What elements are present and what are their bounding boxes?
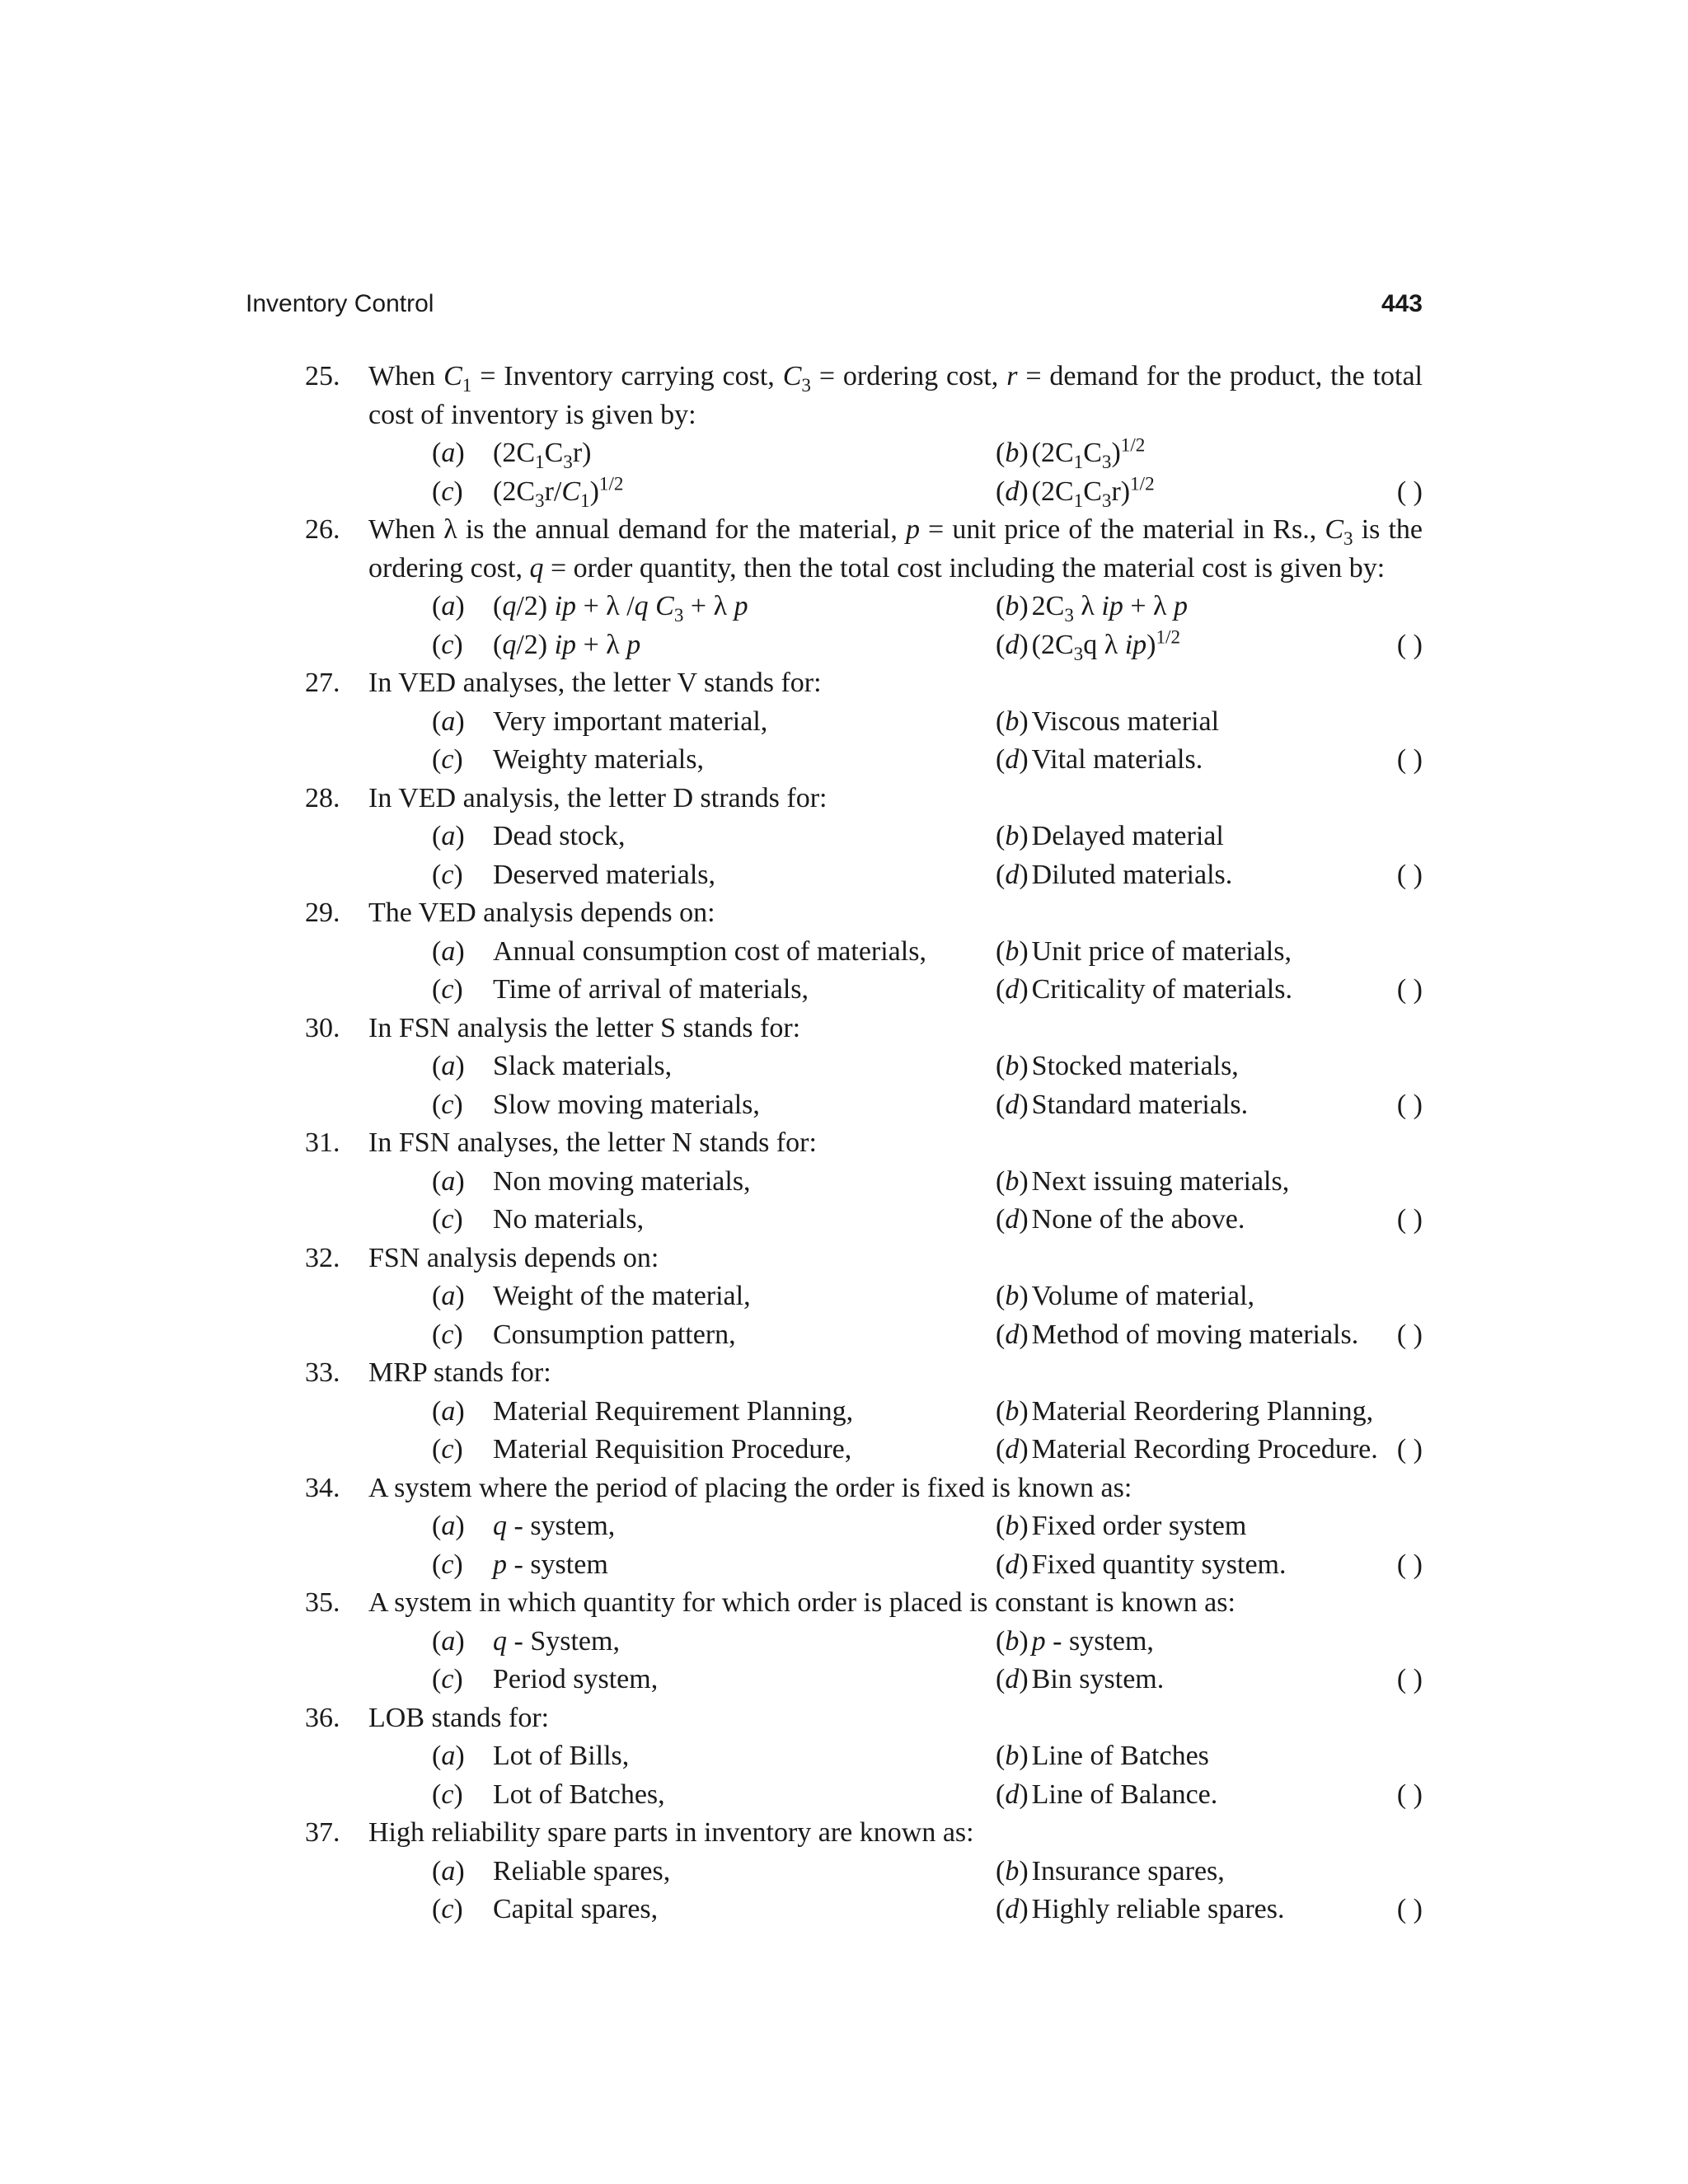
option-label: (c) [432,1089,463,1120]
option-c [432,1891,658,1929]
question-stem: FSN analysis depends on: [368,1242,659,1273]
option-text: Insurance spares, [1031,1855,1225,1886]
option-text: Material Requisition Procedure, [493,1434,852,1465]
option-label: (a) [432,438,465,468]
option-b [996,1163,1289,1202]
option-text: None of the above. [1031,1204,1245,1235]
option-b [996,1507,1246,1546]
option-c [432,971,809,1010]
option-text: Volume of material, [1031,1281,1255,1311]
option-b [996,1277,1254,1316]
option-text: Deserved materials, [493,859,715,890]
option-label: (b) [996,1051,1029,1081]
option-row [368,1853,1423,1891]
option-text: Lot of Bills, [493,1741,630,1771]
option-label: (c) [432,1894,463,1924]
option-label: (b) [996,591,1029,621]
option-text: (q/2) ip + λ p [493,629,641,660]
option-label: (d) [996,1089,1029,1120]
option-text: Time of arrival of materials, [493,974,809,1005]
option-text: Fixed order system [1031,1511,1247,1541]
question-stem: The VED analysis depends on: [368,898,715,928]
option-label: (c) [432,1779,463,1810]
option-text: Material Reordering Planning, [1031,1395,1374,1427]
option-d [996,1661,1164,1699]
option-row [368,1393,1423,1432]
question-26 [305,511,1423,664]
option-a [432,1737,629,1776]
option-a [432,703,767,742]
option-label: (a) [432,1511,465,1541]
option-row [368,971,1423,1010]
option-d [996,971,1292,1010]
question-number: 31. [305,1127,340,1158]
question-stem: MRP stands for: [368,1357,551,1388]
option-b [996,703,1219,742]
option-text: Unit price of materials, [1031,935,1292,967]
option-text: Very important material, [493,705,768,737]
option-label: (a) [432,1165,465,1197]
question-number: 32. [305,1242,340,1273]
answer-bracket: ( ) [1396,859,1423,890]
option-text: $(2C_3r/C_1)^{1/2}$ [493,473,624,512]
option-label: (c) [432,1434,463,1465]
option-row [368,703,1423,742]
chapter-title: Inventory Control [246,290,434,317]
question-stem: In FSN analyses, the letter N stands for: [368,1127,817,1158]
option-row [368,1086,1423,1125]
option-label: (a) [432,821,465,851]
answer-bracket: ( ) [1396,744,1423,775]
option-b [996,434,1145,473]
option-text: Weighty materials, [493,744,704,775]
option-text: Next issuing materials, [1031,1165,1290,1197]
option-label: (a) [432,591,465,621]
option-text: (q/2) ip + λ /q $C_3 + \lambda$ p [493,591,748,626]
question-31 [305,1124,1423,1240]
option-text: No materials, [493,1204,645,1235]
option-a [432,818,626,856]
question-number: 30. [305,1012,340,1043]
answer-bracket: ( ) [1396,1894,1423,1924]
option-row [368,1316,1423,1355]
option-row [368,626,1423,665]
option-b [996,1623,1154,1661]
option-label: (a) [432,1741,465,1771]
question-number: 28. [305,782,340,813]
option-a [432,1047,672,1086]
option-text: Delayed material [1031,821,1224,851]
option-label: (d) [996,1549,1029,1580]
option-label: (d) [996,1894,1029,1924]
option-row [368,856,1423,895]
option-d [996,1086,1248,1125]
question-30 [305,1010,1423,1125]
question-stem: LOB stands for: [368,1702,550,1733]
option-text: Capital spares, [493,1894,659,1924]
option-label: (b) [996,1511,1029,1541]
question-stem: When λ is the annual demand for the material, p = unit price of the material in Rs., $C_3$ is the ordering cost, q = order quantity, then the total cost including the material cost is given by: [368,514,1423,583]
answer-bracket: ( ) [1396,1549,1423,1580]
option-row [368,1201,1423,1240]
option-text: ($2C_3q$ λ ip)$^{1/2}$ [1031,626,1181,665]
option-text: Diluted materials. [1031,859,1233,890]
question-stem: In VED analysis, the letter D strands for: [368,782,828,813]
option-text: p - system [493,1549,608,1580]
option-text: Method of moving materials. [1031,1319,1359,1350]
question-25 [305,358,1423,511]
option-text: Reliable spares, [493,1855,671,1886]
option-d [996,626,1180,665]
option-text: Line of Batches [1031,1741,1209,1771]
option-row [368,1047,1423,1086]
option-label: (d) [996,859,1029,890]
question-stem: A system where the period of placing the order is fixed is known as: [368,1472,1132,1503]
option-a [432,588,748,626]
option-label: (a) [432,1625,465,1657]
option-c [432,856,715,895]
answer-bracket: ( ) [1396,1434,1423,1465]
answer-bracket: ( ) [1396,1204,1423,1235]
option-d [996,473,1155,512]
answer-bracket: ( ) [1396,1779,1423,1810]
option-row [368,473,1423,512]
question-stem: A system in which quantity for which order is placed is constant is known as: [368,1587,1236,1618]
option-label: (a) [432,1395,465,1427]
option-label: (a) [432,1855,465,1886]
option-row [368,434,1423,473]
option-label: (d) [996,1319,1029,1350]
option-d [996,856,1232,895]
option-row [368,1737,1423,1776]
option-d [996,1316,1358,1355]
option-a [432,1277,751,1316]
option-text: Vital materials. [1031,744,1203,775]
option-b [996,1393,1373,1432]
question-stem: In VED analyses, the letter V stands for: [368,668,822,698]
question-29 [305,894,1423,1010]
option-label: (a) [432,1281,465,1311]
question-number: 26. [305,514,340,545]
option-row [368,1277,1423,1316]
option-label: (d) [996,744,1029,775]
option-label: (b) [996,1165,1029,1197]
question-number: 27. [305,668,340,698]
option-label: (c) [432,1319,463,1350]
question-number: 29. [305,898,340,928]
option-label: (d) [996,1204,1029,1235]
option-label: (b) [996,1625,1029,1657]
option-row [368,588,1423,626]
option-label: (b) [996,1741,1029,1771]
option-label: (c) [432,476,463,507]
option-text: q - System, [493,1625,620,1657]
question-33 [305,1354,1423,1469]
option-text: Stocked materials, [1031,1051,1239,1081]
question-stem: When $C_1$ = Inventory carrying cost, $C_3$ = ordering cost, r = demand for the product, the total cost of inventory is given by: [368,361,1423,430]
option-text: q - system, [493,1511,616,1541]
option-label: (c) [432,974,463,1005]
question-27 [305,664,1423,780]
option-text: Highly reliable spares. [1031,1894,1285,1924]
option-b [996,818,1224,856]
option-c [432,626,640,665]
option-label: (a) [432,935,465,967]
option-d [996,1891,1285,1929]
option-row [368,818,1423,856]
question-stem: High reliability spare parts in inventory are known as: [368,1817,974,1848]
option-a [432,1623,620,1661]
question-32 [305,1240,1423,1355]
question-list [305,358,1423,1929]
option-text: $2C_3$ λ ip + λ p [1031,591,1189,626]
option-b [996,1853,1225,1891]
option-text: Annual consumption cost of materials, [493,935,926,967]
question-34 [305,1469,1423,1585]
answer-bracket: ( ) [1396,1664,1423,1694]
option-text: p - system, [1031,1625,1154,1657]
question-number: 25. [305,361,340,391]
option-c [432,473,623,512]
option-text: Slow moving materials, [493,1089,760,1120]
option-text: Standard materials. [1031,1089,1249,1120]
option-c [432,1546,608,1585]
option-label: (d) [996,629,1029,660]
option-c [432,1661,658,1699]
option-b [996,933,1292,972]
option-d [996,1431,1378,1469]
question-number: 36. [305,1702,340,1733]
option-text: Consumption pattern, [493,1319,736,1350]
option-a [432,1507,615,1546]
option-a [432,434,591,473]
option-b [996,1047,1239,1086]
option-label: (a) [432,1051,465,1081]
option-text: $(2C_1C_3)^{1/2}$ [1031,434,1146,473]
option-text: Fixed quantity system. [1031,1549,1287,1580]
option-text: Slack materials, [493,1051,673,1081]
option-label: (c) [432,744,463,775]
option-b [996,588,1188,626]
question-number: 34. [305,1472,340,1503]
option-text: Criticality of materials. [1031,974,1292,1005]
option-label: (b) [996,1855,1029,1886]
option-label: (d) [996,1779,1029,1810]
page-header [246,290,1423,326]
option-text: Lot of Batches, [493,1779,665,1810]
option-label: (b) [996,705,1029,737]
option-row [368,741,1423,780]
question-35 [305,1584,1423,1699]
option-text: Viscous material [1031,705,1220,737]
option-a [432,1163,751,1202]
option-text: Weight of the material, [493,1281,751,1311]
option-text: $(2C_1C_3r)^{1/2}$ [1031,473,1155,512]
option-row [368,1507,1423,1546]
option-a [432,933,926,972]
question-number: 35. [305,1587,340,1618]
option-c [432,1086,760,1125]
option-d [996,1546,1286,1585]
question-28 [305,780,1423,895]
option-label: (a) [432,705,465,737]
option-text: Period system, [493,1664,659,1694]
answer-bracket: ( ) [1396,1089,1423,1120]
option-label: (b) [996,1281,1029,1311]
option-row [368,1431,1423,1469]
option-c [432,1201,644,1240]
option-label: (d) [996,974,1029,1005]
option-label: (c) [432,629,463,660]
answer-bracket: ( ) [1396,974,1423,1005]
option-d [996,1201,1245,1240]
option-row [368,1891,1423,1929]
question-36 [305,1699,1423,1815]
option-c [432,1316,736,1355]
option-row [368,1661,1423,1699]
option-text: Bin system. [1031,1664,1165,1694]
option-c [432,741,704,780]
option-label: (c) [432,1664,463,1694]
option-row [368,1776,1423,1815]
option-text: Dead stock, [493,821,626,851]
option-label: (d) [996,1434,1029,1465]
option-row [368,1546,1423,1585]
option-label: (b) [996,1395,1029,1427]
question-37 [305,1814,1423,1929]
option-c [432,1776,665,1815]
option-text: Material Requirement Planning, [493,1395,854,1427]
option-text: $(2C_1C_3r)$ [493,438,592,473]
option-text: Material Recording Procedure. [1031,1434,1378,1465]
option-label: (b) [996,821,1029,851]
option-label: (b) [996,438,1029,468]
question-number: 37. [305,1817,340,1848]
option-row [368,933,1423,972]
option-label: (c) [432,1549,463,1580]
option-label: (b) [996,935,1029,967]
question-stem: In FSN analysis the letter S stands for: [368,1012,801,1043]
option-label: (d) [996,476,1029,507]
option-d [996,1776,1217,1815]
option-text: Line of Balance. [1031,1779,1218,1810]
answer-bracket: ( ) [1396,476,1423,507]
option-label: (c) [432,1204,463,1235]
answer-bracket: ( ) [1396,1319,1423,1350]
option-b [996,1737,1209,1776]
question-number: 33. [305,1357,340,1388]
option-a [432,1853,670,1891]
page-number: 443 [1381,290,1423,317]
option-label: (c) [432,859,463,890]
option-label: (d) [996,1664,1029,1694]
answer-bracket: ( ) [1396,629,1423,660]
option-row [368,1163,1423,1202]
option-a [432,1393,853,1432]
option-text: Non moving materials, [493,1165,751,1197]
option-d [996,741,1203,780]
option-c [432,1431,851,1469]
option-row [368,1623,1423,1661]
